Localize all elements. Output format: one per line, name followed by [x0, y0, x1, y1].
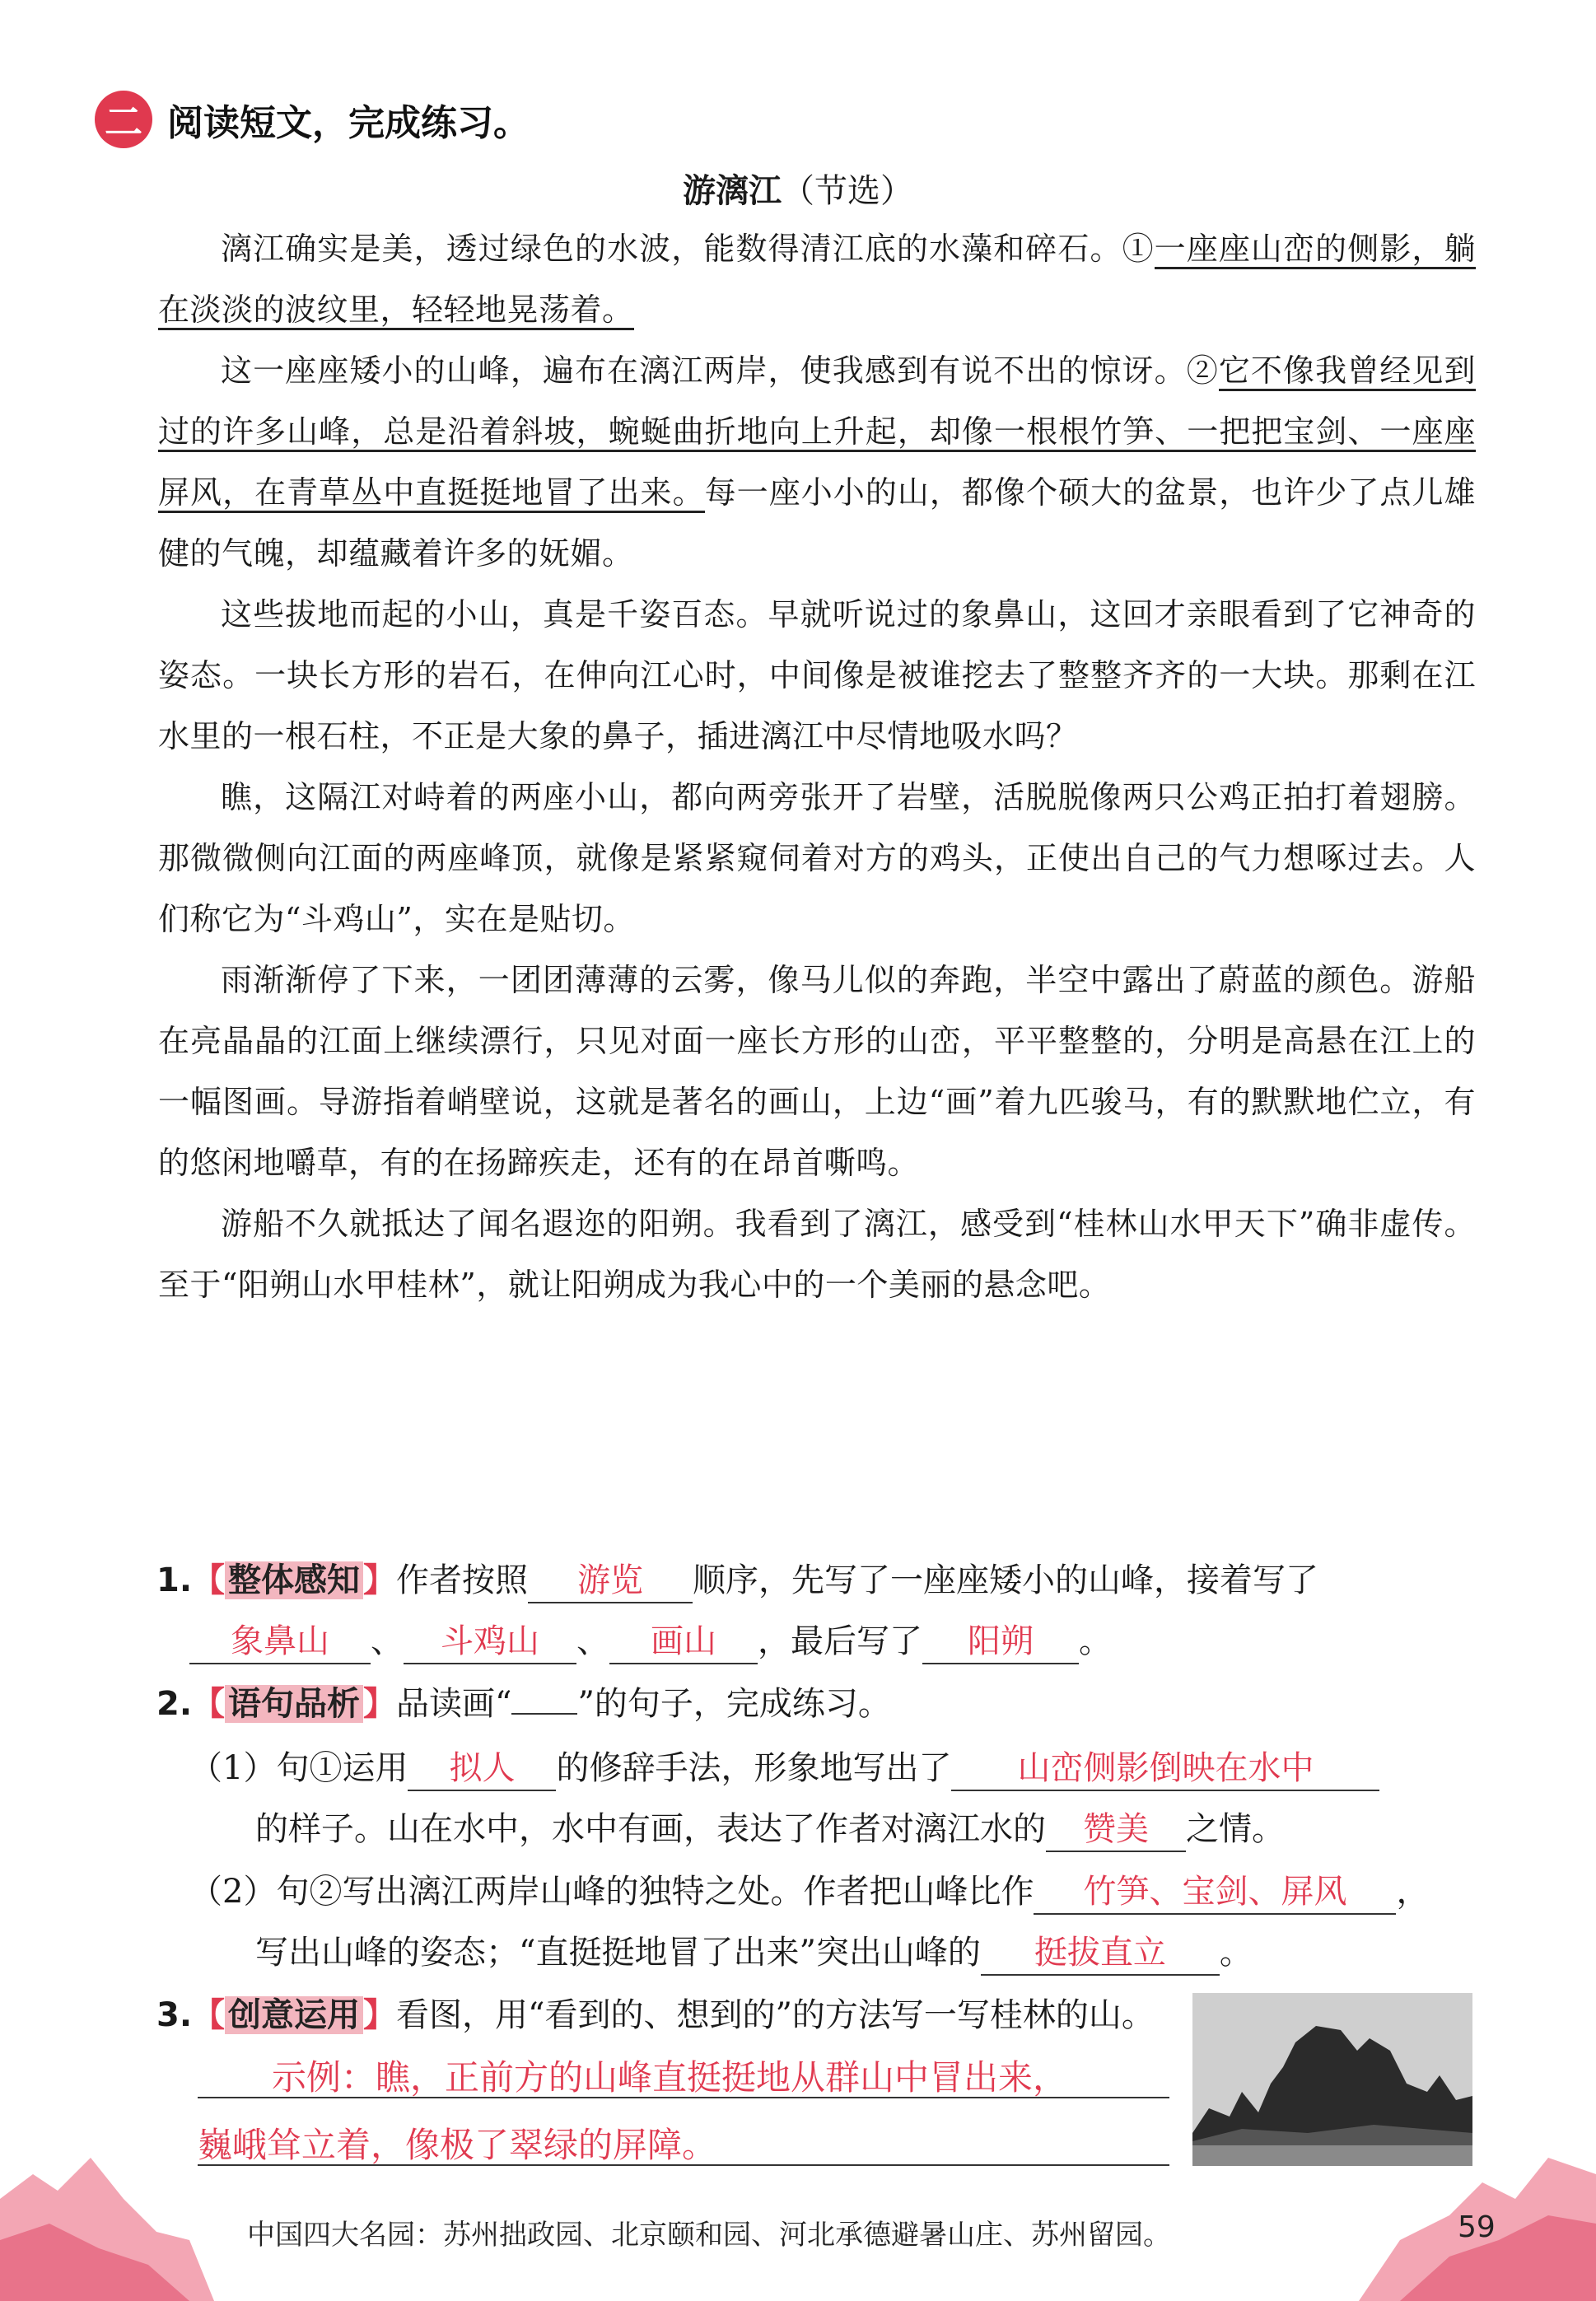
q2-s2-label: （2）句②写出漓江两岸山峰的独特之处。作者把山峰比作	[189, 1873, 1034, 1911]
q2-s1-text-c: 之情。	[1186, 1810, 1285, 1848]
passage-body	[158, 218, 1476, 1315]
passage-title-note: （节选）	[782, 172, 913, 210]
question-3	[156, 1985, 1186, 2046]
sentence-marker-1: ①	[1122, 231, 1155, 267]
q2-s1-answer-blank-2[interactable]: 山峦侧影倒映在水中	[951, 1747, 1379, 1791]
p1-text: 漓江确实是美，透过绿色的水波，能数得清江底的水藻和碎石。	[221, 231, 1122, 267]
q2-text-b: ”的句子，完成练习。	[577, 1685, 891, 1723]
q3-answer-line-1[interactable]: 示例：瞧，正前方的山峰直挺挺地从群山中冒出来，	[272, 2057, 1068, 2098]
question-tag: 【 创意运用 】	[192, 1996, 397, 2034]
section-number-badge: 二	[95, 91, 152, 148]
p2-text-end: 每一座小小的山，都像个硕大的盆景，也许少了点儿雄健的气魄，却蕴藏着许多的妩媚。	[158, 474, 1476, 572]
paragraph-2	[158, 340, 1476, 584]
q1-answer-blank-3[interactable]: 斗鸡山	[404, 1620, 576, 1664]
q1-answer-blank-1[interactable]: 游览	[528, 1559, 693, 1603]
q3-answer-line-2[interactable]: 巍峨耸立着，像极了翠绿的屏障。	[198, 2125, 717, 2165]
q2-s2-answer-blank-1[interactable]: 竹笋、宝剑、屏风	[1034, 1870, 1396, 1915]
page-number: 59	[1458, 2210, 1496, 2244]
guilin-mountain-photo	[1192, 1993, 1472, 2166]
q1-end: 。	[1079, 1622, 1112, 1660]
paragraph-6: 游船不久就抵达了闻名遐迩的阳朔。我看到了漓江，感受到“桂林山水甲天下”确非虚传。至于“阳朔山水甲桂林”，就让阳朔成为我心中的一个美丽的悬念吧。	[158, 1206, 1476, 1303]
q1-text-a: 作者按照	[396, 1561, 529, 1599]
section-header	[95, 86, 530, 152]
sentence-marker-2: ②	[1186, 352, 1219, 389]
tag-label: 创意运用	[225, 1996, 363, 2034]
question-2-part-2	[189, 1861, 1507, 1983]
question-number: 1.	[156, 1561, 193, 1599]
paragraph-3: 这些拔地而起的小山，真是千姿百态。早就听说过的象鼻山，这回才亲眼看到了它神奇的姿态。一块长方形的岩石，在伸向江心时，中间像是被谁挖去了整整齐齐的一大块。那剩在江水里的一根石柱，不正是大象的鼻子，插进漓江中尽情地吸水吗？	[158, 596, 1476, 754]
q1-text-b: 顺序，先写了一座座矮小的山峰，接着写了	[693, 1561, 1319, 1599]
q1-answer-blank-2[interactable]: 象鼻山	[189, 1620, 371, 1664]
q1-answer-blank-4[interactable]: 画山	[609, 1620, 758, 1664]
underlined-sentence-2: 它不像我曾经见到过的许多山峰，总是沿着斜坡，蜿蜒曲折地向上升起，却像一根根竹笋、一把把宝剑、一座座屏风，在青草丛中直挺挺地冒了出来。	[158, 352, 1476, 513]
q2-s2-text-c: 。	[1219, 1934, 1253, 1972]
underline-sample	[511, 1713, 577, 1715]
q2-s2-text-b: 写出山峰的姿态；“直挺挺地冒了出来”突出山峰的	[255, 1934, 981, 1972]
q1-answer-blank-5[interactable]: 阳朔	[922, 1620, 1079, 1664]
q1-sep-2: 、	[576, 1622, 609, 1660]
paragraph-1	[158, 218, 1476, 340]
p2-text: 这一座座矮小的山峰，遍布在漓江两岸，使我感到有说不出的惊讶。	[221, 352, 1187, 389]
paragraph-5: 雨渐渐停了下来，一团团薄薄的云雾，像马儿似的奔跑，半空中露出了蔚蓝的颜色。游船在亮晶晶的江面上继续漂行，只见对面一座长方形的山峦，平平整整的，分明是高悬在江上的一幅图画。导游指着峭壁说，这就是著名的画山，上边“画”着九匹骏马，有的默默地伫立，有的悠闲地嚼草，有的在扬蹄疾走，还有的在昂首嘶鸣。	[158, 962, 1476, 1181]
q2-s1-answer-blank-3[interactable]: 赞美	[1046, 1808, 1186, 1852]
tag-label: 语句品析	[225, 1685, 363, 1723]
q2-s1-text-a: 的修辞手法，形象地写出了	[556, 1749, 952, 1787]
section-title: 阅读短文，完成练习。	[167, 102, 530, 144]
passage-title	[0, 165, 1596, 212]
q2-s1-text-b: 的样子。山在水中，水中有画，表达了作者对漓江水的	[255, 1810, 1046, 1848]
mountain-illustration	[1192, 1993, 1472, 2166]
tag-label: 整体感知	[225, 1561, 363, 1599]
question-1	[156, 1550, 1491, 1672]
q2-s2-text-a: ，	[1396, 1873, 1430, 1911]
question-number: 3.	[156, 1996, 193, 2034]
underlined-sentence-1: 一座座山峦的侧影，躺在淡淡的波纹里，轻轻地晃荡着。	[158, 231, 1476, 330]
q2-s2-answer-blank-2[interactable]: 挺拔直立	[981, 1931, 1220, 1976]
passage-title-text: 游漓江	[683, 172, 782, 210]
q1-text-c: ，最后写了	[758, 1622, 922, 1660]
question-tag: 【 语句品析 】	[192, 1685, 397, 1723]
q2-s1-label: （1）句①运用	[189, 1749, 408, 1787]
footer-fact: 中国四大名园：苏州拙政园、北京颐和园、河北承德避暑山庄、苏州留园。	[247, 2219, 1171, 2252]
question-2	[156, 1673, 1491, 1734]
question-number: 2.	[156, 1685, 193, 1723]
q2-s1-answer-blank-1[interactable]: 拟人	[408, 1747, 556, 1791]
q1-sep-1: 、	[371, 1622, 404, 1660]
q2-text-a: 品读画“	[396, 1685, 512, 1723]
question-2-part-1	[189, 1738, 1507, 1860]
paragraph-4: 瞧，这隔江对峙着的两座小山，都向两旁张开了岩壁，活脱脱像两只公鸡正拍打着翅膀。那微微侧向江面的两座峰顶，就像是紧紧窥伺着对方的鸡头，正使出自己的气力想啄过去。人们称它为“斗鸡山”，实在是贴切。	[158, 779, 1476, 937]
question-tag: 【 整体感知 】	[192, 1561, 397, 1599]
q3-text: 看图，用“看到的、想到的”的方法写一写桂林的山。	[396, 1996, 1155, 2034]
